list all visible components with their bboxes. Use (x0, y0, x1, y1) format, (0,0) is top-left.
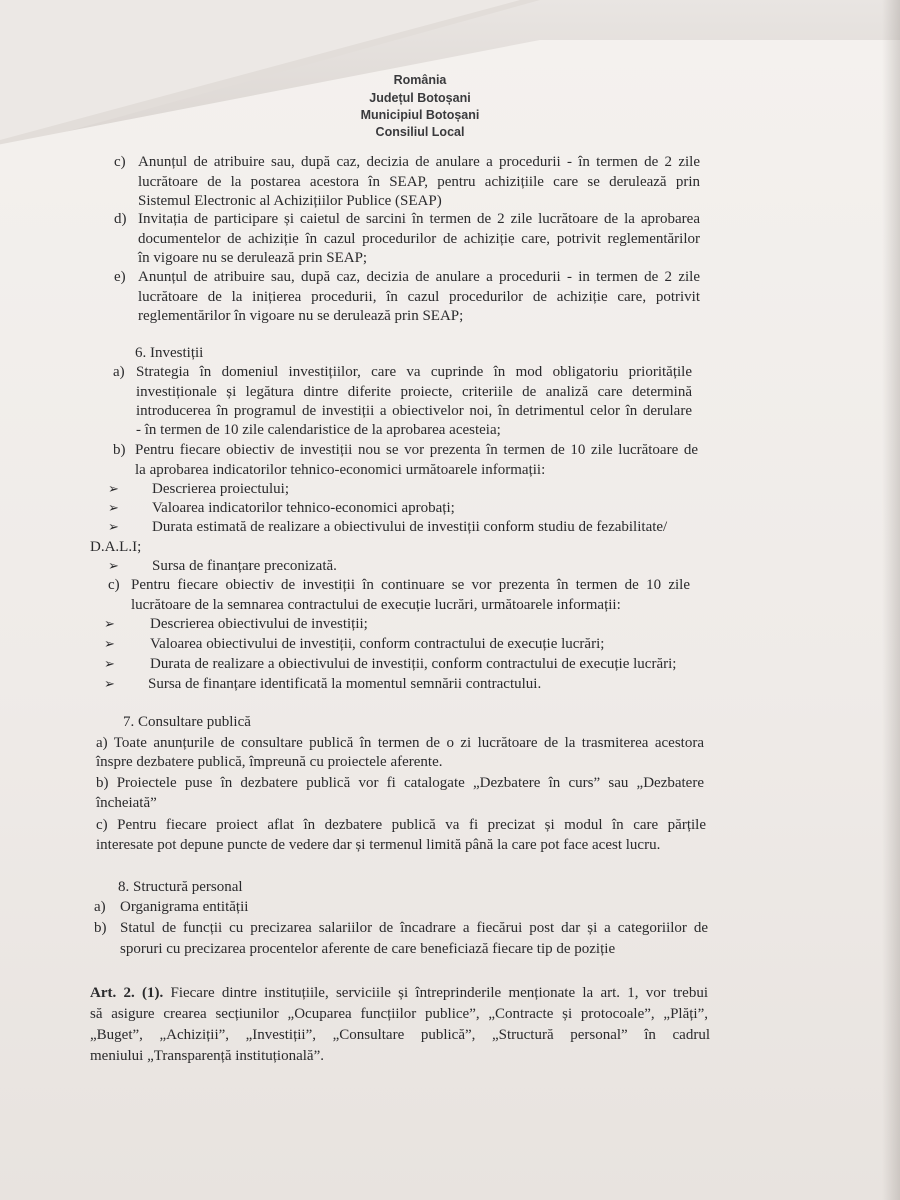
text-line: Organigrama entității (120, 899, 249, 915)
bullet-continuation: D.A.L.I; (90, 539, 142, 555)
text-line: c) Pentru fiecare proiect aflat în dezbatere publică va fi precizat și modul în care părțile (96, 817, 706, 833)
bullet-arrow-icon: ➢ (108, 481, 119, 496)
text-line: în vigoare nu se derulează prin SEAP; (138, 250, 368, 266)
text-line: încheiată” (96, 795, 157, 811)
bullet-arrow-icon: ➢ (104, 616, 115, 631)
item-label: d) (114, 211, 127, 227)
text-line: Pentru fiecare obiectiv de investiții în continuare se vor prezenta în termen de 10 zile (131, 577, 690, 593)
bullet-text: Durata estimată de realizare a obiectivului de investiții conform studiu de fezabilitate/ (152, 519, 668, 535)
bullet-arrow-icon: ➢ (104, 656, 115, 671)
text-line: lucrătoare de la postarea acestora în SEAP, pentru achizițiile care se derulează prin (138, 174, 700, 190)
section-title-investitii: 6. Investiții (135, 345, 204, 361)
text-line: sporuri cu precizarea procentelor aferente de care beneficiază fiecare tip de poziție (120, 941, 616, 957)
header-municipality: Municipiul Botoșani (360, 108, 480, 122)
item-label: c) (114, 154, 126, 170)
header-county: Județul Botoșani (369, 91, 471, 105)
text-line: la aprobarea indicatorilor tehnico-economici următoarele informații: (135, 462, 546, 478)
item-label: e) (114, 269, 126, 285)
bullet-text: Descrierea proiectului; (152, 481, 290, 497)
bullet-text: Descrierea obiectivului de investiții; (150, 616, 368, 632)
text-line: „Buget”, „Achiziții”, „Investiții”, „Consultare publică”, „Structură personal” în cadrul (90, 1027, 710, 1043)
header-council: Consiliul Local (375, 125, 465, 139)
text-line: Anunțul de atribuire sau, după caz, decizia de anulare a procedurii - în termen de 2 zile (138, 154, 700, 170)
bullet-text: Sursa de finanțare identificată la momentul semnării contractului. (148, 676, 542, 692)
bullet-text: Valoarea indicatorilor tehnico-economici aprobați; (152, 500, 455, 516)
text-line: Strategia în domeniul investițiilor, care va cuprinde în mod obligatoriu prioritățile (136, 364, 692, 380)
item-label: b) (113, 442, 126, 458)
bullet-arrow-icon: ➢ (108, 500, 119, 515)
section-title-consultare: 7. Consultare publică (123, 714, 251, 730)
item-label: c) (108, 577, 120, 593)
bullet-arrow-icon: ➢ (104, 676, 115, 691)
section-title-structura: 8. Structură personal (118, 879, 243, 895)
text-line: lucrătoare de la inițierea procedurii, în cazul procedurilor de achiziție care, potrivit (138, 289, 700, 305)
text-line: înspre dezbatere publică, împreună cu proiectele aferente. (96, 754, 443, 770)
text-line: interesate pot depune puncte de vedere dar și termenul limită până la care pot face acest lucru. (96, 837, 661, 853)
bullet-arrow-icon: ➢ (104, 636, 115, 651)
article-2-line: Art. 2. (1). Fiecare dintre instituțiile, serviciile și întreprinderile menționate la art. 1, vor trebui (90, 985, 708, 1001)
article-2-label: Art. 2. (1). (90, 985, 164, 1001)
text-line: Sistemul Electronic al Achizițiilor Publice (SEAP) (138, 193, 442, 209)
item-label: b) (94, 920, 107, 936)
text-line: documentelor de achiziție în cazul procedurilor de achiziție care, potrivit reglementărilor (138, 231, 700, 247)
bullet-text: Durata de realizare a obiectivului de investiții, conform contractului de execuție lucrări; (150, 656, 677, 672)
text-line: meniului „Transparență instituțională”. (90, 1048, 324, 1064)
bullet-text: Sursa de finanțare preconizată. (152, 558, 337, 574)
text-line: a) Toate anunțurile de consultare publică în termen de o zi lucrătoare de la trasmiterea acestora (96, 735, 704, 751)
item-label: a) (94, 899, 106, 915)
item-label: a) (113, 364, 125, 380)
text-line: investiționale și legătura dintre diferite proiecte, criteriile de analiză care determină (136, 384, 692, 400)
bullet-arrow-icon: ➢ (108, 558, 119, 573)
text-line: să asigure crearea secțiunilor „Ocuparea funcțiilor publice”, „Contracte și protocoale”, „Plăți”, (90, 1006, 708, 1022)
text-line: Statul de funcții cu precizarea salariilor de încadrare a fiecărui post dar și a categoriilor de (120, 920, 708, 936)
text-line: Anunțul de atribuire sau, după caz, decizia de anulare a procedurii - in termen de 2 zile (138, 269, 700, 285)
text-line: b) Proiectele puse în dezbatere publică vor fi catalogate „Dezbatere în curs” sau „Dezbatere (96, 775, 704, 791)
text-line: - în termen de 10 zile calendaristice de la aprobarea acesteia; (136, 422, 501, 438)
text-line: lucrătoare de la semnarea contractului de execuție lucrări, următoarele informații: (131, 597, 621, 613)
text-line: Pentru fiecare obiectiv de investiții nou se vor prezenta în termen de 10 zile lucrătoare de (135, 442, 698, 458)
header-country: România (393, 73, 447, 87)
bullet-text: Valoarea obiectivului de investiții, conform contractului de execuție lucrări; (150, 636, 605, 652)
bullet-arrow-icon: ➢ (108, 519, 119, 534)
text-line: introducerea în programul de investiții a obiectivelor noi, în detrimentul celor în derulare (136, 403, 692, 419)
text-line: Invitația de participare și caietul de sarcini în termen de 2 zile lucrătoare de la aprobarea (138, 211, 700, 227)
text-line: reglementărilor în vigoare nu se derulează prin SEAP; (138, 308, 464, 324)
